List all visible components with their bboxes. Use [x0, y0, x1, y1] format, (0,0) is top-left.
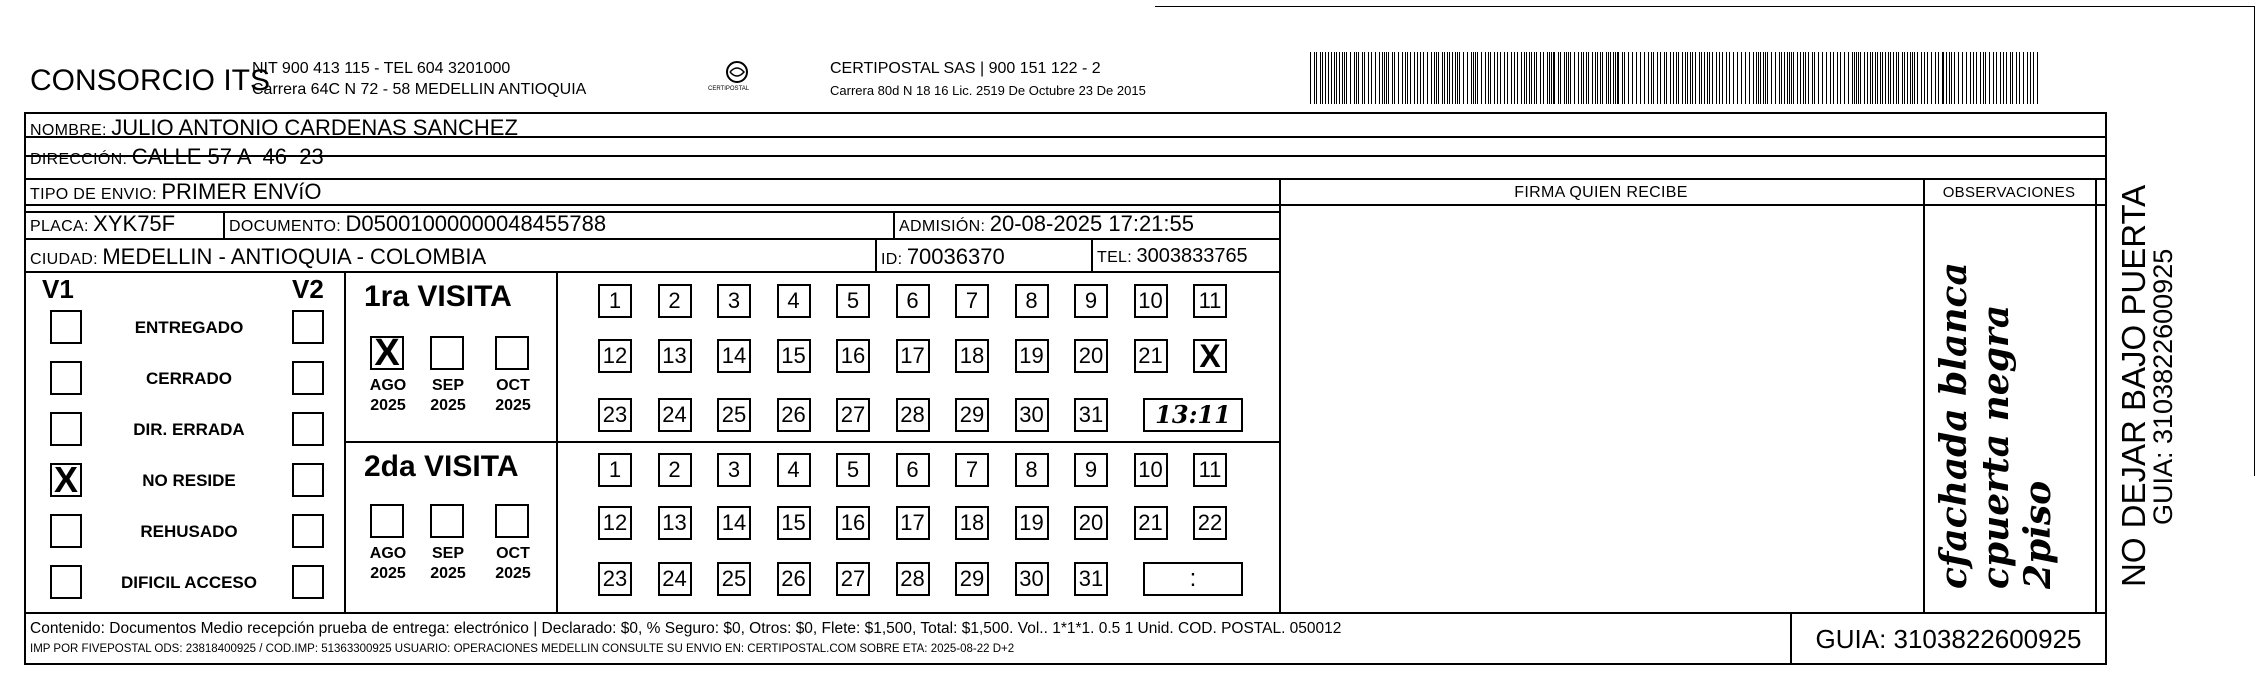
day-box[interactable]: 26 — [777, 398, 811, 432]
v2-checkbox[interactable] — [292, 361, 324, 395]
year-label: 2025 — [430, 397, 466, 414]
day-box[interactable]: 24 — [658, 398, 692, 432]
day-box[interactable]: 18 — [955, 339, 989, 373]
status-label: CERRADO — [146, 369, 232, 388]
day-box[interactable]: 27 — [836, 398, 870, 432]
day-box[interactable]: 6 — [896, 284, 930, 318]
logo-text: CERTIPOSTAL — [708, 86, 750, 92]
tipo-envio-label: TIPO DE ENVIO: — [30, 186, 157, 203]
month-label: AGO — [369, 545, 407, 562]
v2-checkbox[interactable] — [292, 463, 324, 497]
tel-label: TEL: — [1097, 249, 1132, 266]
second-visit-time[interactable]: : — [1143, 562, 1243, 596]
day-box[interactable]: 17 — [896, 506, 930, 540]
day-box[interactable]: 10 — [1134, 284, 1168, 318]
day-box[interactable]: 14 — [717, 339, 751, 373]
v2-checkbox[interactable] — [292, 565, 324, 599]
day-box[interactable]: 24 — [658, 562, 692, 596]
status-label: REHUSADO — [140, 522, 238, 541]
day-box[interactable]: 10 — [1134, 453, 1168, 487]
phone-value: 3003833765 — [1136, 245, 1248, 267]
company-name: CONSORCIO ITS — [30, 64, 271, 97]
month-label: OCT — [496, 377, 530, 394]
v1-checkbox[interactable]: X — [50, 463, 82, 497]
year-label: 2025 — [495, 397, 531, 414]
certipostal-logo — [708, 58, 762, 98]
v2-checkbox[interactable] — [292, 514, 324, 548]
day-box[interactable]: 25 — [717, 562, 751, 596]
v1-checkbox[interactable] — [50, 565, 82, 599]
day-box[interactable]: 28 — [896, 562, 930, 596]
footer-contents-line: Contenido: Documentos Medio recepción prueba de entrega: electrónico | Declarado: $0, % Seguro: $0, Otros: $0, Flete: $1,500, Total: $1,500. Vol.. 1*1*1. 0.5 1 Unid. COD. POSTAL. 050012 — [30, 620, 1342, 637]
observation-line-3: 2piso — [2017, 480, 2059, 589]
day-box[interactable]: 16 — [836, 339, 870, 373]
day-box[interactable]: 21 — [1134, 506, 1168, 540]
day-box[interactable]: 3 — [717, 453, 751, 487]
year-label: 2025 — [370, 565, 406, 582]
carrier-info-line2: Carrera 80d N 18 16 Lic. 2519 De Octubre 23 De 2015 — [830, 83, 1146, 98]
company-info-line2: Carrera 64C N 72 - 58 MEDELLIN ANTIOQUIA — [252, 81, 587, 98]
signature-area[interactable] — [1286, 212, 1916, 608]
day-box[interactable]: 5 — [836, 284, 870, 318]
observation-line-2: cpuerta negra — [1975, 304, 2017, 589]
recipient-address: CALLE 57 A 46 23 — [131, 144, 324, 169]
right-frame-line — [2254, 6, 2255, 476]
status-label: ENTREGADO — [134, 318, 244, 337]
day-box[interactable]: 30 — [1015, 562, 1049, 596]
day-box[interactable]: 11 — [1193, 453, 1227, 487]
day-box[interactable]: 15 — [777, 339, 811, 373]
day-box[interactable]: 9 — [1074, 453, 1108, 487]
status-label: DIR. ERRADA — [133, 420, 245, 439]
documento-label: DOCUMENTO: — [229, 218, 342, 235]
city-value: MEDELLIN - ANTIOQUIA - COLOMBIA — [102, 244, 487, 269]
day-box[interactable]: 12 — [598, 339, 632, 373]
id-value: 70036370 — [906, 244, 1005, 269]
v1-checkbox[interactable] — [50, 310, 82, 344]
day-box[interactable]: 11 — [1193, 284, 1227, 318]
day-box[interactable]: 16 — [836, 506, 870, 540]
day-box[interactable]: X — [1193, 339, 1227, 373]
year-label: 2025 — [495, 565, 531, 582]
second-visit-title: 2da VISITA — [364, 450, 519, 483]
v1-checkbox[interactable] — [50, 361, 82, 395]
day-box[interactable]: 2 — [658, 284, 692, 318]
ciudad-label: CIUDAD: — [30, 251, 98, 268]
day-box[interactable]: 20 — [1074, 506, 1108, 540]
day-box[interactable]: 13 — [658, 339, 692, 373]
day-box[interactable]: 2 — [658, 453, 692, 487]
day-box[interactable]: 5 — [836, 453, 870, 487]
month-checkbox[interactable] — [370, 504, 404, 538]
v2-header: V2 — [292, 274, 324, 304]
month-label: SEP — [431, 545, 464, 562]
top-frame-line — [1155, 6, 2255, 7]
admission-datetime: 20-08-2025 17:21:55 — [989, 211, 1195, 236]
month-checkbox[interactable] — [495, 336, 529, 370]
day-box[interactable]: 6 — [896, 453, 930, 487]
day-box[interactable]: 14 — [717, 506, 751, 540]
day-box[interactable]: 19 — [1015, 506, 1049, 540]
v2-checkbox[interactable] — [292, 310, 324, 344]
direccion-label: DIRECCIÓN: — [30, 151, 128, 168]
footer-guide-number: GUIA: 3103822600925 — [1815, 624, 2082, 654]
day-box[interactable]: 29 — [955, 562, 989, 596]
status-label: DIFICIL ACCESO — [120, 573, 257, 592]
day-box[interactable]: 27 — [836, 562, 870, 596]
day-box[interactable]: 15 — [777, 506, 811, 540]
barcode — [1310, 52, 2042, 104]
month-label: AGO — [369, 377, 407, 394]
day-box[interactable]: 25 — [717, 398, 751, 432]
month-checkbox[interactable] — [495, 504, 529, 538]
day-box[interactable]: 21 — [1134, 339, 1168, 373]
day-box[interactable]: 18 — [955, 506, 989, 540]
day-box[interactable]: 12 — [598, 506, 632, 540]
observations-header: OBSERVACIONES — [1942, 184, 2076, 201]
month-label: SEP — [431, 377, 464, 394]
document-value: D05001000000048455788 — [345, 211, 607, 236]
footer-print-line: IMP POR FIVEPOSTAL ODS: 23818400925 / COD.IMP: 51363300925 USUARIO: OPERACIONES MEDELLIN CONSULTE SU ENVIO EN: CERTIPOSTAL.COM SOBRE ETA: 2025-08-22 D+2 — [30, 643, 1015, 655]
side-warning: NO DEJAR BAJO PUERTA — [2115, 184, 2152, 587]
month-checkbox[interactable]: X — [370, 336, 404, 370]
month-label: OCT — [496, 545, 530, 562]
admision-label: ADMISIÓN: — [899, 218, 986, 235]
day-box[interactable]: 26 — [777, 562, 811, 596]
day-box[interactable]: 31 — [1074, 562, 1108, 596]
day-box[interactable]: 9 — [1074, 284, 1108, 318]
placa-label: PLACA: — [30, 218, 89, 235]
day-box[interactable]: 1 — [598, 453, 632, 487]
nombre-label: NOMBRE: — [30, 122, 107, 139]
observation-line-1: cfachada blanca — [1933, 262, 1975, 589]
day-box[interactable]: 30 — [1015, 398, 1049, 432]
v2-checkbox[interactable] — [292, 412, 324, 446]
day-box[interactable]: 19 — [1015, 339, 1049, 373]
day-box[interactable]: 22 — [1193, 506, 1227, 540]
day-box[interactable]: 29 — [955, 398, 989, 432]
side-guide-number: GUIA: 3103822600925 — [2148, 248, 2178, 525]
recipient-name: JULIO ANTONIO CARDENAS SANCHEZ — [111, 115, 518, 140]
company-info-line1: NIT 900 413 115 - TEL 604 3201000 — [252, 60, 511, 77]
day-box[interactable]: 7 — [955, 453, 989, 487]
carrier-info-line1: CERTIPOSTAL SAS | 900 151 122 - 2 — [830, 60, 1101, 77]
day-box[interactable]: 3 — [717, 284, 751, 318]
plate-value: XYK75F — [93, 211, 176, 236]
day-box[interactable]: 23 — [598, 562, 632, 596]
day-box[interactable]: 4 — [777, 453, 811, 487]
v1-header: V1 — [42, 274, 74, 304]
status-label: NO RESIDE — [142, 471, 236, 490]
year-label: 2025 — [430, 565, 466, 582]
day-box[interactable]: 13 — [658, 506, 692, 540]
year-label: 2025 — [370, 397, 406, 414]
month-checkbox[interactable] — [430, 504, 464, 538]
day-box[interactable]: 20 — [1074, 339, 1108, 373]
day-box[interactable]: 8 — [1015, 453, 1049, 487]
month-checkbox[interactable] — [430, 336, 464, 370]
first-visit-time[interactable]: 13:11 — [1143, 398, 1243, 432]
day-box[interactable]: 8 — [1015, 284, 1049, 318]
signature-header: FIRMA QUIEN RECIBE — [1514, 184, 1688, 201]
v1-checkbox[interactable] — [50, 514, 82, 548]
day-box[interactable]: 31 — [1074, 398, 1108, 432]
v1-checkbox[interactable] — [50, 412, 82, 446]
observations-handwritten — [1930, 175, 2090, 595]
shipment-type: PRIMER ENVíO — [161, 179, 322, 204]
day-box[interactable]: 4 — [777, 284, 811, 318]
day-box[interactable]: 28 — [896, 398, 930, 432]
id-label: ID: — [881, 251, 903, 268]
day-box[interactable]: 1 — [598, 284, 632, 318]
first-visit-title: 1ra VISITA — [364, 280, 512, 313]
day-box[interactable]: 23 — [598, 398, 632, 432]
day-box[interactable]: 17 — [896, 339, 930, 373]
day-box[interactable]: 7 — [955, 284, 989, 318]
